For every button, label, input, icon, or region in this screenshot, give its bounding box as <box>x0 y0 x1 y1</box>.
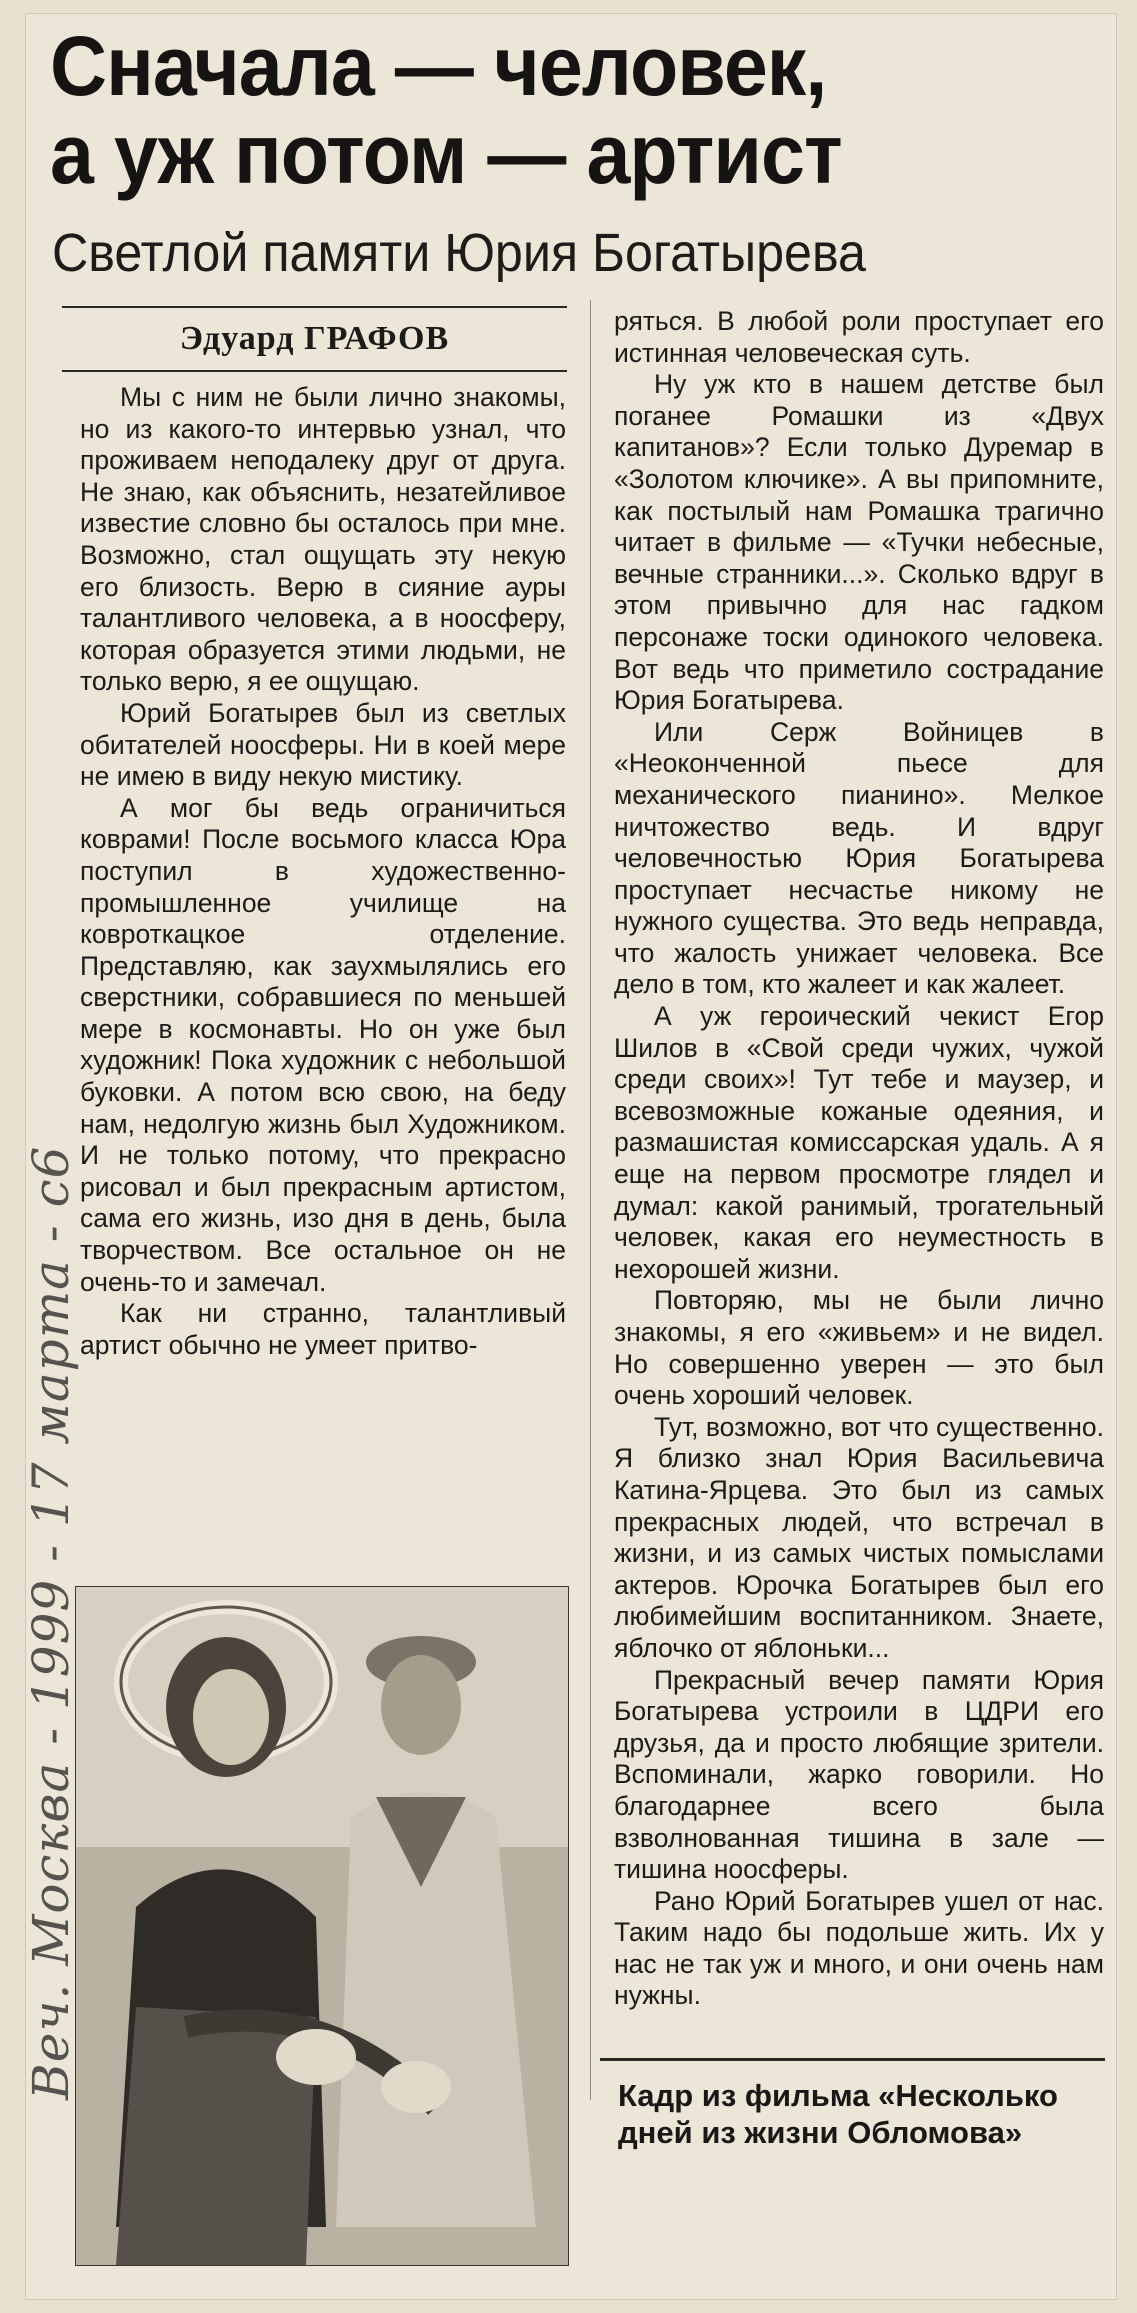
photo-caption: Кадр из фильма «Несколько дней из жизни Обломова» <box>618 2078 1058 2150</box>
paragraph: Как ни странно, талантливый артист обычно не умеет притво- <box>80 1298 566 1360</box>
paragraph: Мы с ним не были лично знакомы, но из какого-то интервью узнал, что проживаем неподалеку друг от друга. Не знаю, как объяснить, незатейливое известие словно бы осталось при мне. Возможно, стал ощущать эту некую его близость. Верю в сияние ауры талантливого человека, а в ноосферу, которая образуется этими людьми, не только верю, я ее ощущаю. <box>80 382 566 697</box>
paragraph: Рано Юрий Богатырев ушел от нас. Таким надо бы подольше жить. Их у нас не так уж и много, и они очень нам нужны. <box>614 1885 1104 2011</box>
column-divider <box>590 300 591 2100</box>
author-byline: Эдуард ГРАФОВ <box>179 320 450 357</box>
article-headline <box>50 19 1037 201</box>
handwritten-date-note: Веч. Москва - 1999 - 17 марта - с6 <box>22 1145 80 2100</box>
paragraph: А мог бы ведь ограничиться коврами! После восьмого класса Юра поступил в художественно-промышленное училище на ковроткацкое отделение. Представляю, как заухмылялись его сверстники, собравшиеся по меньшей мере в космонавты. Но он уже был художник! Пока художник с небольшой буковки. А потом всю свою, на беду нам, недолгую жизнь был Художником. И не только потому, что прекрасно рисовал и был прекрасным артистом, сама его жизнь, изо дня в день, была творчеством. Все остальное он не очень-то и замечал. <box>80 792 566 1297</box>
paragraph: Повторяю, мы не были лично знакомы, я его «живьем» и не видел. Но совершенно уверен — это был очень хороший человек. <box>614 1285 1104 1411</box>
headline-line-2: а уж потом — артист <box>50 107 842 201</box>
film-still-photo <box>75 1586 569 2266</box>
caption-divider <box>600 2058 1105 2061</box>
paragraph: Или Серж Войницев в «Неоконченной пьесе для механического пианино». Мелкое ничтожество ведь. И вдруг человечностью Юрия Богатырева проступает несчастье никому не нужного существа. Это ведь неправда, что жалость унижает человека. Все дело в том, кто жалеет и как жалеет. <box>614 716 1104 1000</box>
paragraph: Тут, возможно, вот что существенно. Я близко знал Юрия Васильевича Катина-Ярцева. Это был из самых прекрасных людей, что встречал в жизни, и из самых чистых помыслами актеров. Юрочка Богатырев был его любимейшим воспитанником. Знаете, яблочко от яблоньки... <box>614 1411 1104 1663</box>
left-column <box>80 382 566 1361</box>
right-column <box>614 306 1104 2012</box>
byline-box <box>62 306 567 372</box>
paragraph: Юрий Богатырев был из светлых обитателей ноосферы. Ни в коей мере не имею в виду некую мистику. <box>80 697 566 792</box>
article-subtitle: Светлой памяти Юрия Богатырева <box>52 223 866 283</box>
paragraph: А уж героический чекист Егор Шилов в «Свой среди чужих, чужой среди своих»! Тут тебе и маузер, и всевозможные кожаные одеяния, и размашистая комиссарская удаль. А я еще на первом просмотре глядел и думал: какой ранимый, трогательный человек, какая его неуместность в нехорошей жизни. <box>614 1001 1104 1284</box>
paragraph: Прекрасный вечер памяти Юрия Богатырева устроили в ЦДРИ его друзья, да и просто любящие зрители. Вспоминали, жарко говорили. Но благодарнее всего была взволнованная тишина в зале — тишина ноосферы. <box>614 1664 1104 1885</box>
headline-line-1: Сначала — человек, <box>50 19 827 113</box>
paragraph: Ну уж кто в нашем детстве был поганее Ромашки из «Двух капитанов»? Если только Дуремар в «Золотом ключике». А вы припомните, как постылый нам Ромашка трагично читает в фильме — «Тучки небесные, вечные странники...». Сколько вдруг в этом привычно для нас гадком персонаже тоски одинокого человека. Вот ведь что приметило сострадание Юрия Богатырева. <box>614 369 1104 716</box>
paragraph: ряться. В любой роли проступает его истинная человеческая суть. <box>614 306 1104 368</box>
